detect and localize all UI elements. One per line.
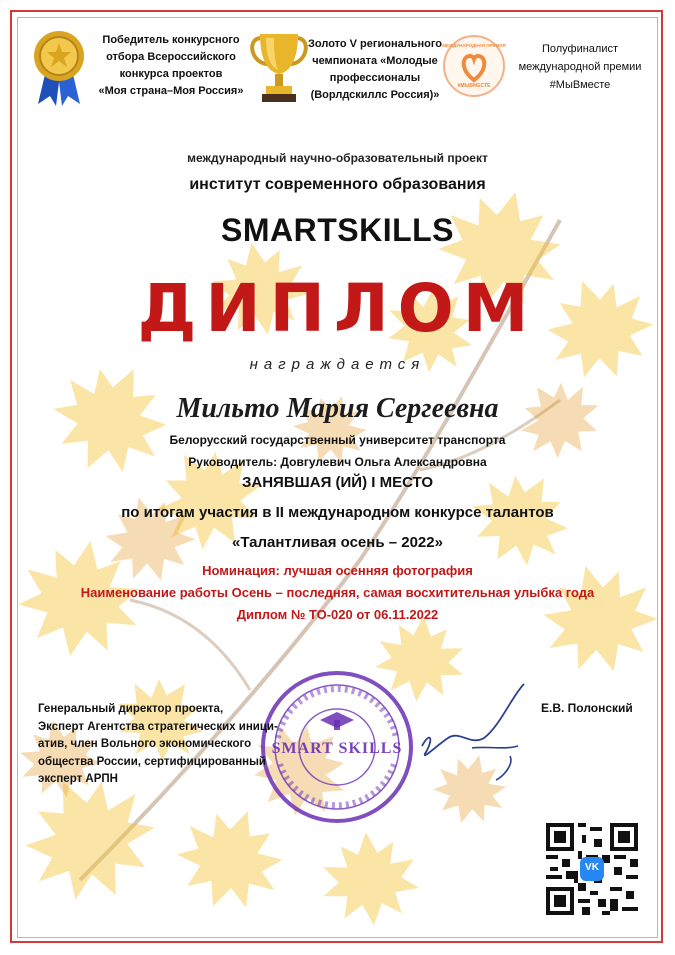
award-right-line: международной премии xyxy=(518,61,642,73)
diploma-number: Диплом № ТО-020 от 06.11.2022 xyxy=(236,607,439,622)
work-title: Наименование работы Осень – последняя, самая восхитительная улыбка года xyxy=(80,585,595,600)
awarded-label: награждается xyxy=(249,356,426,373)
director-line: Генеральный директор проекта, xyxy=(38,703,224,715)
badge-top-text: МЕЖДУНАРОДНАЯ ПРЕМИЯ xyxy=(442,43,506,48)
trophy-icon xyxy=(250,30,308,106)
contest-name: «Талантливая осень – 2022» xyxy=(232,534,443,551)
organization: Белорусский государственный университет транспорта xyxy=(169,433,506,447)
supervisor: Руководитель: Довгулевич Ольга Александровна xyxy=(188,455,487,469)
result-line: по итогам участия в II международном конкурсе талантов xyxy=(121,504,554,521)
director-line: общества России, сертифицированный xyxy=(38,755,266,768)
award-middle-line: профессионалы xyxy=(329,72,421,84)
award-right-line: #МыВместе xyxy=(549,79,611,91)
signer-name: Е.В. Полонский xyxy=(541,701,633,715)
medal-icon xyxy=(28,28,90,108)
award-left-line: конкурса проектов xyxy=(119,68,223,80)
director-line: Эксперт Агентства стратегических иници- xyxy=(38,720,278,733)
project-subtitle: международный научно-образовательный проект xyxy=(187,151,488,165)
award-left-line: «Моя страна–Моя Россия» xyxy=(98,85,244,97)
director-line: атив, член Вольного экономического xyxy=(38,738,252,750)
my-vmeste-badge xyxy=(442,34,506,98)
award-right-line: Полуфиналист xyxy=(541,43,619,55)
qr-code[interactable] xyxy=(546,823,638,915)
place-awarded: ЗАНЯВШАЯ (ИЙ) I МЕСТО xyxy=(241,474,433,491)
award-right-text xyxy=(510,40,650,94)
award-middle-text xyxy=(305,36,445,104)
award-left-line: Победитель конкурсного xyxy=(102,34,240,46)
nomination: Номинация: лучшая осенняя фотография xyxy=(202,563,473,578)
award-middle-line: чемпионата «Молодые xyxy=(312,55,438,67)
award-left-line: отбора Всероссийского xyxy=(106,51,236,63)
signature-icon xyxy=(400,676,540,786)
diploma-title: ДИПЛОМ xyxy=(137,270,538,347)
vk-logo-text: VK xyxy=(585,862,599,873)
brand-name: SMARTSKILLS xyxy=(220,212,455,248)
director-line: эксперт АРПН xyxy=(38,773,118,785)
project-title: институт современного образования xyxy=(189,176,486,193)
badge-bottom-text: #МЫВМЕСТЕ xyxy=(457,83,491,89)
recipient-name: Мильто Мария Сергеевна xyxy=(176,393,499,424)
award-middle-line: (Ворлдскиллс Россия)» xyxy=(310,89,440,101)
award-middle-line: Золото V регионального xyxy=(308,38,442,50)
stamp-text: SMART SKILLS xyxy=(271,740,403,757)
director-credentials xyxy=(38,701,278,789)
award-left-text xyxy=(92,32,250,100)
